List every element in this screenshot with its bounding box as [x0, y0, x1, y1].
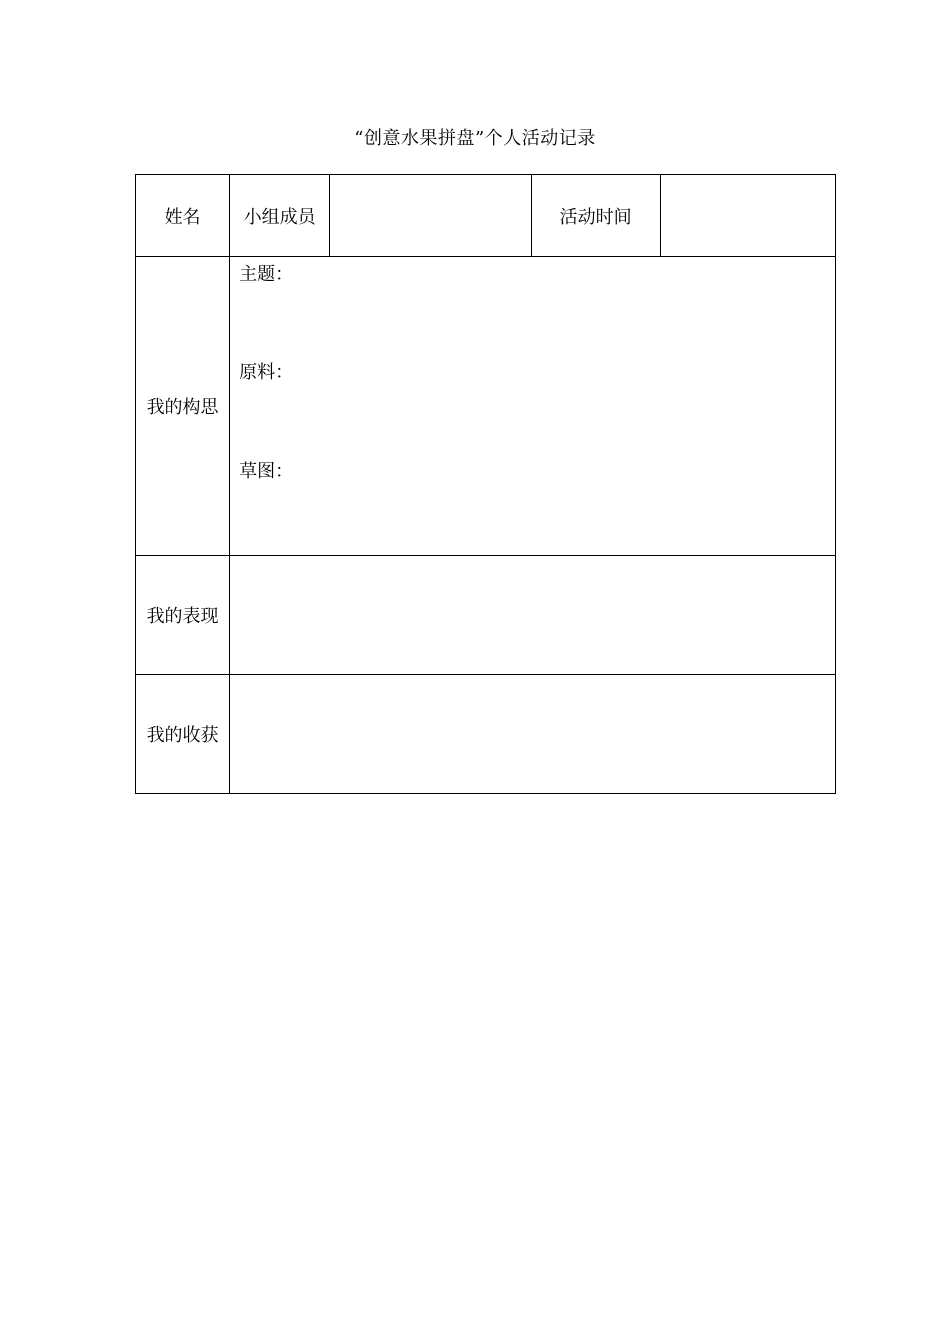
concept-label: 我的构思 [136, 257, 230, 556]
activity-time-label: 活动时间 [531, 175, 660, 257]
activity-time-field[interactable] [660, 175, 835, 257]
harvest-row [136, 675, 836, 794]
concept-field[interactable] [230, 257, 836, 556]
group-members-label: 小组成员 [230, 175, 330, 257]
page-title: “创意水果拼盘”个人活动记录 [354, 128, 596, 149]
harvest-label: 我的收获 [136, 675, 230, 794]
material-label: 原料： [239, 362, 294, 383]
activity-record-table [135, 174, 836, 794]
harvest-field[interactable] [230, 675, 836, 794]
theme-label: 主题： [239, 264, 294, 285]
performance-label: 我的表现 [136, 556, 230, 675]
sketch-label: 草图： [239, 461, 294, 482]
group-members-field[interactable] [330, 175, 531, 257]
performance-field[interactable] [230, 556, 836, 675]
performance-row [136, 556, 836, 675]
name-label: 姓名 [136, 175, 230, 257]
header-row [136, 175, 836, 257]
concept-row [136, 257, 836, 556]
